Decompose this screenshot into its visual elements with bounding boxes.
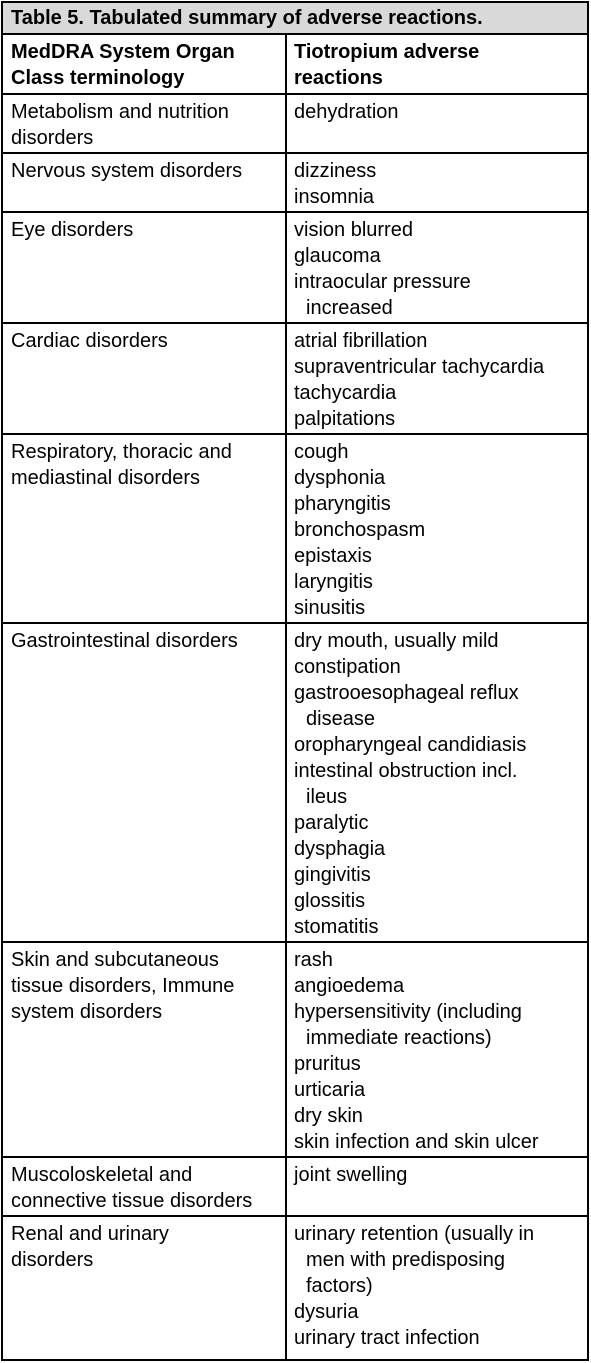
- table-header-row: [3, 35, 587, 95]
- system-organ-class-line: mediastinal disorders: [11, 467, 200, 489]
- system-organ-class-cell: [11, 947, 281, 1025]
- adverse-reactions-cell: [294, 217, 586, 321]
- system-organ-class-line: Skin and subcutaneous: [11, 949, 219, 971]
- system-organ-class-line: Respiratory, thoracic and: [11, 441, 232, 463]
- adverse-reaction-item: sinusitis: [294, 597, 366, 619]
- header-reactions-line: reactions: [294, 67, 383, 89]
- adverse-reaction-item: vision blurred: [294, 219, 413, 241]
- adverse-reaction-item: cough: [294, 441, 349, 463]
- system-organ-class-cell: [11, 1162, 281, 1214]
- adverse-reaction-item: tachycardia: [294, 382, 397, 404]
- adverse-reaction-item: gastrooesophageal reflux: [294, 682, 519, 704]
- system-organ-class-line: Gastrointestinal disorders: [11, 630, 238, 652]
- adverse-reactions-table: [1, 1, 589, 1361]
- system-organ-class-cell: [11, 628, 281, 654]
- adverse-reaction-item: pharyngitis: [294, 493, 391, 515]
- table-row: [3, 213, 587, 324]
- system-organ-class-line: system disorders: [11, 1001, 163, 1023]
- adverse-reaction-item: dysphagia: [294, 838, 386, 860]
- table-row: [3, 154, 587, 213]
- adverse-reaction-item: epistaxis: [294, 545, 372, 567]
- adverse-reactions-cell: [294, 439, 586, 621]
- adverse-reactions-cell: [294, 947, 586, 1155]
- table-row: [3, 943, 587, 1158]
- table-row: [3, 435, 587, 624]
- system-organ-class-cell: [11, 328, 281, 354]
- column-divider: [285, 35, 287, 1361]
- system-organ-class-line: Metabolism and nutrition: [11, 101, 229, 123]
- adverse-reaction-item: palpitations: [294, 408, 396, 430]
- system-organ-class-line: tissue disorders, Immune: [11, 975, 235, 997]
- system-organ-class-cell: [11, 1221, 281, 1273]
- adverse-reaction-item: urticaria: [294, 1079, 366, 1101]
- adverse-reaction-item: ileus: [306, 786, 348, 808]
- adverse-reaction-item: dysuria: [294, 1301, 359, 1323]
- table-row: [3, 95, 587, 154]
- adverse-reaction-item: dysphonia: [294, 467, 386, 489]
- adverse-reaction-item: laryngitis: [294, 571, 373, 593]
- system-organ-class-cell: [11, 158, 281, 184]
- header-reactions: [294, 39, 586, 91]
- adverse-reaction-item: dry mouth, usually mild: [294, 630, 499, 652]
- adverse-reaction-item: pruritus: [294, 1053, 361, 1075]
- system-organ-class-line: disorders: [11, 1249, 94, 1271]
- adverse-reactions-cell: [294, 99, 586, 125]
- system-organ-class-line: Eye disorders: [11, 219, 134, 241]
- adverse-reaction-item: stomatitis: [294, 916, 379, 938]
- adverse-reaction-item: insomnia: [294, 186, 375, 208]
- adverse-reaction-item: increased: [306, 297, 393, 319]
- table-row: [3, 1217, 587, 1359]
- adverse-reaction-item: joint swelling: [294, 1164, 408, 1186]
- adverse-reaction-item: intraocular pressure: [294, 271, 471, 293]
- system-organ-class-cell: [11, 217, 281, 243]
- adverse-reactions-cell: [294, 1221, 586, 1351]
- adverse-reaction-item: atrial fibrillation: [294, 330, 428, 352]
- adverse-reactions-cell: [294, 328, 586, 432]
- adverse-reaction-item: supraventricular tachycardia: [294, 356, 545, 378]
- system-organ-class-cell: [11, 439, 281, 491]
- header-soc-line: MedDRA System Organ: [11, 41, 235, 63]
- adverse-reaction-item: glossitis: [294, 890, 366, 912]
- table-row: [3, 324, 587, 435]
- system-organ-class-cell: [11, 99, 281, 151]
- adverse-reaction-item: factors): [306, 1275, 373, 1297]
- adverse-reaction-item: dry skin: [294, 1105, 363, 1127]
- header-soc-line: Class terminology: [11, 67, 185, 89]
- header-reactions-line: Tiotropium adverse: [294, 41, 480, 63]
- adverse-reaction-item: men with predisposing: [306, 1249, 505, 1271]
- adverse-reaction-item: paralytic: [294, 812, 369, 834]
- adverse-reaction-item: urinary tract infection: [294, 1327, 480, 1349]
- adverse-reactions-cell: [294, 628, 586, 940]
- adverse-reaction-item: disease: [306, 708, 375, 730]
- adverse-reaction-item: urinary retention (usually in: [294, 1223, 535, 1245]
- adverse-reaction-item: constipation: [294, 656, 401, 678]
- adverse-reaction-item: immediate reactions): [306, 1027, 492, 1049]
- adverse-reaction-item: dehydration: [294, 101, 399, 123]
- system-organ-class-line: Cardiac disorders: [11, 330, 168, 352]
- system-organ-class-line: Nervous system disorders: [11, 160, 243, 182]
- system-organ-class-line: disorders: [11, 127, 94, 149]
- adverse-reaction-item: skin infection and skin ulcer: [294, 1131, 539, 1153]
- adverse-reaction-item: bronchospasm: [294, 519, 426, 541]
- adverse-reaction-item: intestinal obstruction incl.: [294, 760, 518, 782]
- system-organ-class-line: connective tissue disorders: [11, 1190, 253, 1212]
- system-organ-class-line: Renal and urinary: [11, 1223, 169, 1245]
- adverse-reaction-item: glaucoma: [294, 245, 381, 267]
- adverse-reaction-item: hypersensitivity (including: [294, 1001, 522, 1023]
- table-row: [3, 1158, 587, 1217]
- adverse-reactions-cell: [294, 1162, 586, 1188]
- adverse-reaction-item: oropharyngeal candidiasis: [294, 734, 527, 756]
- adverse-reactions-cell: [294, 158, 586, 210]
- adverse-reaction-item: rash: [294, 949, 333, 971]
- header-soc: [11, 39, 281, 91]
- table-row: [3, 624, 587, 943]
- adverse-reaction-item: angioedema: [294, 975, 405, 997]
- table-caption: Table 5. Tabulated summary of adverse reactions.: [3, 3, 587, 35]
- adverse-reaction-item: gingivitis: [294, 864, 371, 886]
- system-organ-class-line: Muscoloskeletal and: [11, 1164, 193, 1186]
- adverse-reaction-item: dizziness: [294, 160, 377, 182]
